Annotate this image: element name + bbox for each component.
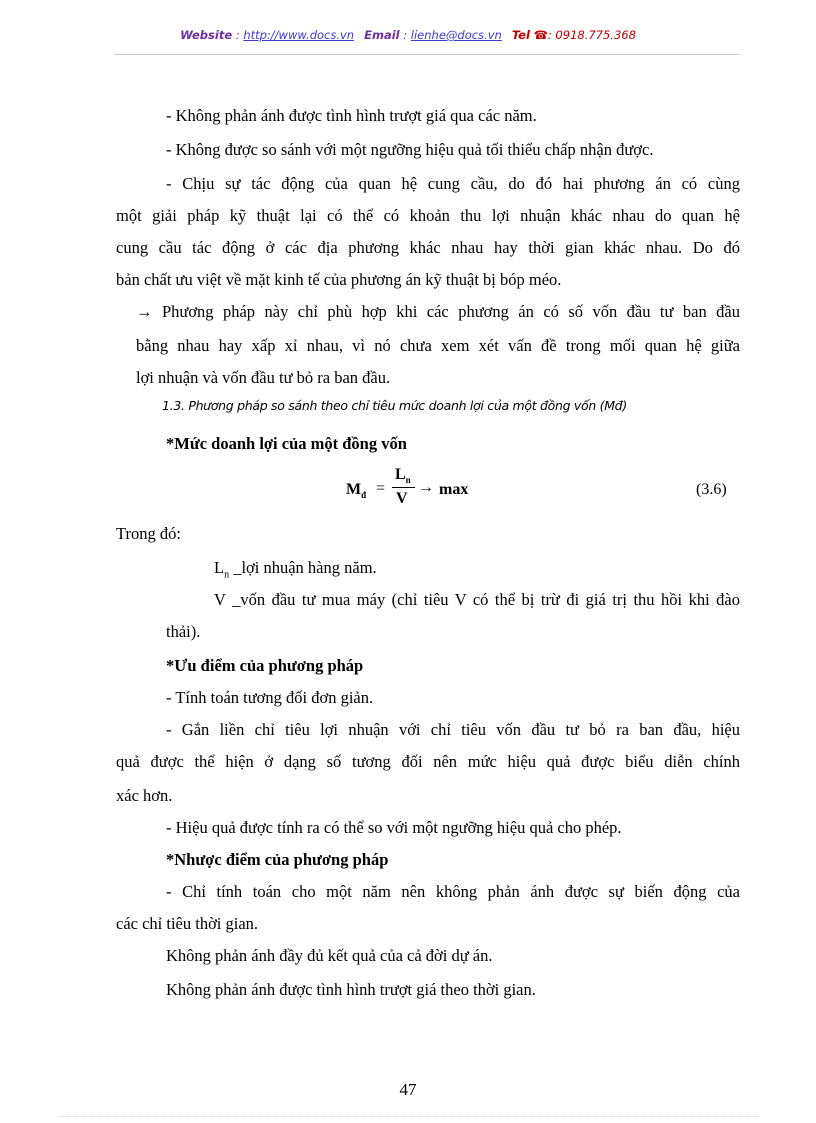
paragraph-line: lợi nhuận và vốn đầu tư bỏ ra ban đầu. xyxy=(136,368,391,387)
paragraph-line: - Chịu sự tác động của quan hệ cung cầu, do đó hai phương án có cùng xyxy=(166,174,740,193)
paragraph-line: một giải pháp kỹ thuật lại có thể có khoản thu lợi nhuận khác nhau do quan hệ xyxy=(116,206,740,225)
definition-v: V _vốn đầu tư mua máy (chỉ tiêu V có thể bị trừ đi giá trị thu hồi khi đào xyxy=(214,590,740,609)
website-link[interactable]: http://www.docs.vn xyxy=(243,28,355,42)
tel-label: Tel xyxy=(511,28,530,42)
paragraph-line: Không phản ánh đầy đủ kết quả của cả đời dự án. xyxy=(166,946,493,965)
website-separator: : xyxy=(232,28,244,42)
paragraph-line: các chỉ tiêu thời gian. xyxy=(116,914,259,933)
paragraph-line: - Gắn liền chỉ tiêu lợi nhuận với chỉ tiêu vốn đầu tư bỏ ra ban đầu, hiệu xyxy=(166,720,740,739)
paragraph-line: - Không phản ánh được tình hình trượt giá qua các năm. xyxy=(166,106,537,125)
formula-equals: = xyxy=(376,480,386,497)
definition-ln: $L_n$ _lợi nhuận hàng năm. xyxy=(214,558,377,581)
formula-denominator: V xyxy=(396,490,408,507)
page-number: 47 xyxy=(399,1080,417,1099)
email-link[interactable]: lienhe@docs.vn xyxy=(410,28,502,42)
phone-icon: ☎ xyxy=(533,28,548,42)
subheading-advantages: *Ưu điểm của phương pháp xyxy=(166,656,364,675)
paragraph-line: → Phương pháp này chỉ phù hợp khi các phương án có số vốn đầu tư ban đầu xyxy=(136,302,740,321)
paragraph-line: xác hơn. xyxy=(116,786,173,805)
paragraph-line: cung cầu tác động ở các địa phương khác nhau hay thời gian khác nhau. Do đó xyxy=(116,238,740,257)
paragraph-line: - Hiệu quả được tính ra có thể so với một ngưỡng hiệu quả cho phép. xyxy=(166,818,622,837)
paragraph-line: - Không được so sánh với một ngưỡng hiệu quả tối thiểu chấp nhận được. xyxy=(166,140,654,159)
paragraph-line: bằng nhau hay xấp xỉ nhau, vì nó chưa xem xét vấn đề trong mối quan hệ giữa xyxy=(136,336,740,355)
footer-divider xyxy=(60,1116,760,1117)
header-divider xyxy=(114,54,740,55)
email-separator: : xyxy=(399,28,411,42)
fraction-bar xyxy=(392,487,415,488)
formula-target: max xyxy=(439,481,469,498)
paragraph-line: - Chỉ tính toán cho một năm nên không phản ánh được sự biến động của xyxy=(166,882,740,901)
section-heading: 1.3. Phương pháp so sánh theo chỉ tiêu mức doanh lợi của một đồng vốn (Mđ) xyxy=(162,398,627,413)
subheading-disadvantages: *Nhược điểm của phương pháp xyxy=(166,850,389,869)
paragraph-line: quả được thể hiện ở dạng số tương đối nên mức hiệu quả được biểu diễn chính xyxy=(116,752,740,771)
website-label: Website xyxy=(180,28,233,42)
formula-lhs: $M_đ$ xyxy=(346,481,367,501)
paragraph-line: - Tính toán tương đối đơn giản. xyxy=(166,688,374,707)
definition-v-cont: thải). xyxy=(166,622,201,641)
where-label: Trong đó: xyxy=(116,524,181,543)
formula-numerator: $L_n$ xyxy=(395,466,411,486)
formula-3-6 xyxy=(346,466,496,514)
phone-number: : 0918.775.368 xyxy=(547,28,636,42)
page-header xyxy=(0,28,816,42)
subheading-rate-of-return: *Mức doanh lợi của một đồng vốn xyxy=(166,434,407,453)
equation-number: (3.6) xyxy=(696,481,727,498)
paragraph-line: Không phản ánh được tình hình trượt giá theo thời gian. xyxy=(166,980,536,999)
paragraph-line: bản chất ưu việt về mặt kinh tế của phương án kỹ thuật bị bóp méo. xyxy=(116,270,562,289)
email-label: Email xyxy=(364,28,400,42)
formula-arrow: → xyxy=(418,479,434,496)
